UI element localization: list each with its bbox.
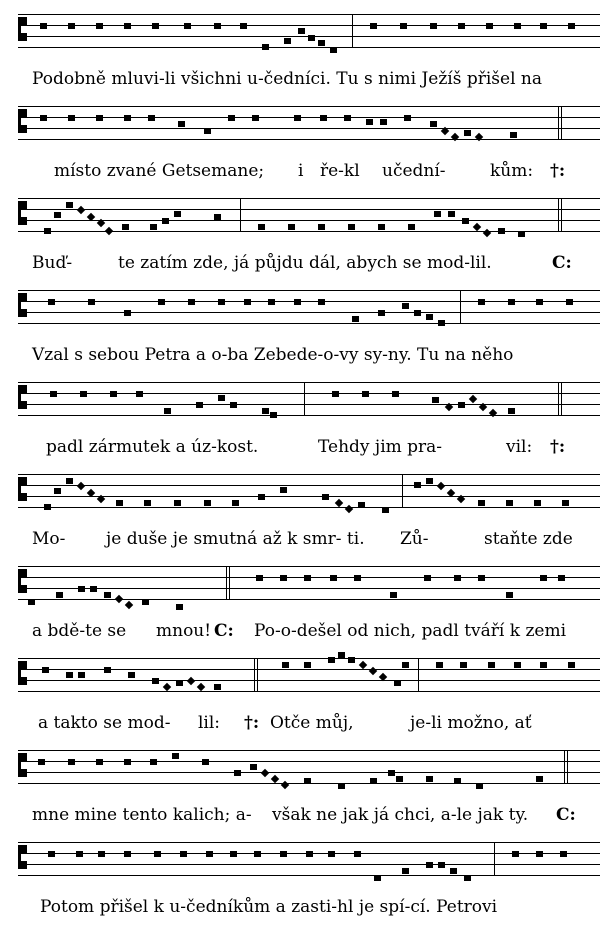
double-bar-line bbox=[558, 198, 562, 232]
punctum-neume bbox=[158, 299, 165, 305]
lyric-text: kům: bbox=[490, 161, 534, 181]
punctum-neume bbox=[568, 662, 575, 668]
punctum-neume bbox=[164, 408, 171, 414]
punctum-neume bbox=[40, 23, 47, 29]
punctum-neume bbox=[454, 778, 461, 784]
punctum-neume bbox=[104, 667, 111, 673]
diamond-neume bbox=[77, 206, 85, 214]
lyric-text: Tehdy jim pra- bbox=[318, 437, 443, 457]
punctum-neume bbox=[88, 299, 95, 305]
diamond-neume bbox=[115, 595, 123, 603]
punctum-neume bbox=[536, 776, 543, 782]
punctum-neume bbox=[162, 218, 169, 224]
staff bbox=[18, 14, 600, 48]
punctum-neume bbox=[176, 680, 183, 686]
staff bbox=[18, 290, 600, 324]
response-mark: †: bbox=[550, 437, 566, 457]
bar-line bbox=[352, 14, 353, 48]
punctum-neume bbox=[202, 759, 209, 765]
punctum-neume bbox=[400, 23, 407, 29]
punctum-neume bbox=[96, 23, 103, 29]
lyric-text: a takto se mod- bbox=[38, 713, 171, 733]
punctum-neume bbox=[66, 202, 73, 208]
punctum-neume bbox=[374, 875, 381, 881]
c-clef-icon bbox=[18, 477, 24, 501]
punctum-neume bbox=[464, 875, 471, 881]
punctum-neume bbox=[174, 211, 181, 217]
punctum-neume bbox=[154, 851, 161, 857]
punctum-neume bbox=[28, 599, 35, 605]
punctum-neume bbox=[370, 778, 377, 784]
punctum-neume bbox=[40, 115, 47, 121]
punctum-neume bbox=[240, 23, 247, 29]
punctum-neume bbox=[352, 316, 359, 322]
punctum-neume bbox=[426, 776, 433, 782]
punctum-neume bbox=[464, 130, 471, 136]
punctum-neume bbox=[204, 500, 211, 506]
punctum-neume bbox=[294, 299, 301, 305]
punctum-neume bbox=[518, 231, 525, 237]
punctum-neume bbox=[458, 23, 465, 29]
punctum-neume bbox=[38, 759, 45, 765]
response-mark: †: bbox=[244, 713, 260, 733]
punctum-neume bbox=[280, 487, 287, 493]
punctum-neume bbox=[76, 851, 83, 857]
punctum-neume bbox=[338, 652, 345, 658]
punctum-neume bbox=[262, 408, 269, 414]
punctum-neume bbox=[506, 592, 513, 598]
lyric-text: je duše je smutná až k smr- ti. bbox=[106, 529, 365, 549]
punctum-neume bbox=[362, 391, 369, 397]
c-clef-icon bbox=[18, 385, 24, 409]
punctum-neume bbox=[56, 592, 63, 598]
lyric-text: učední- bbox=[382, 161, 446, 181]
punctum-neume bbox=[462, 218, 469, 224]
punctum-neume bbox=[404, 115, 411, 121]
punctum-neume bbox=[382, 507, 389, 513]
punctum-neume bbox=[332, 391, 339, 397]
punctum-neume bbox=[380, 119, 387, 125]
punctum-neume bbox=[122, 224, 129, 230]
punctum-neume bbox=[262, 44, 269, 50]
punctum-neume bbox=[434, 211, 441, 217]
punctum-neume bbox=[128, 672, 135, 678]
punctum-neume bbox=[258, 494, 265, 500]
lyric-text: a bdě-te se bbox=[32, 621, 127, 641]
staff bbox=[18, 750, 600, 784]
lyric-text: te zatím zde, já půjdu dál, abych se mod-lil. bbox=[118, 253, 492, 273]
response-mark: C: bbox=[214, 621, 234, 641]
punctum-neume bbox=[178, 121, 185, 127]
punctum-neume bbox=[228, 115, 235, 121]
punctum-neume bbox=[268, 299, 275, 305]
punctum-neume bbox=[234, 770, 241, 776]
c-clef-icon bbox=[18, 753, 24, 777]
punctum-neume bbox=[508, 299, 515, 305]
diamond-neume bbox=[163, 683, 171, 691]
punctum-neume bbox=[348, 224, 355, 230]
diamond-neume bbox=[105, 227, 113, 235]
punctum-neume bbox=[54, 212, 61, 218]
punctum-neume bbox=[176, 604, 183, 610]
punctum-neume bbox=[540, 23, 547, 29]
staff bbox=[18, 382, 600, 416]
punctum-neume bbox=[424, 575, 431, 581]
punctum-neume bbox=[48, 851, 55, 857]
diamond-neume bbox=[335, 499, 343, 507]
diamond-neume bbox=[77, 482, 85, 490]
punctum-neume bbox=[304, 575, 311, 581]
punctum-neume bbox=[78, 586, 85, 592]
punctum-neume bbox=[180, 851, 187, 857]
punctum-neume bbox=[150, 224, 157, 230]
punctum-neume bbox=[144, 500, 151, 506]
punctum-neume bbox=[432, 397, 439, 403]
bar-line bbox=[304, 382, 305, 416]
punctum-neume bbox=[230, 402, 237, 408]
punctum-neume bbox=[270, 412, 277, 418]
bar-line bbox=[460, 290, 461, 324]
lyric-line: Podobně mluvi-li všichni u-čedníci. Tu s nimi Ježíš přišel na bbox=[32, 69, 543, 89]
lyric-text: Po-o-dešel od nich, padl tváří k zemi bbox=[254, 621, 567, 641]
punctum-neume bbox=[514, 23, 521, 29]
punctum-neume bbox=[354, 851, 361, 857]
punctum-neume bbox=[396, 776, 403, 782]
punctum-neume bbox=[510, 132, 517, 138]
punctum-neume bbox=[304, 662, 311, 668]
lyric-text: lil: bbox=[198, 713, 221, 733]
punctum-neume bbox=[196, 402, 203, 408]
diamond-neume bbox=[473, 223, 481, 231]
punctum-neume bbox=[402, 662, 409, 668]
diamond-neume bbox=[187, 677, 195, 685]
response-mark: †: bbox=[550, 161, 566, 181]
punctum-neume bbox=[536, 299, 543, 305]
punctum-neume bbox=[328, 657, 335, 663]
punctum-neume bbox=[280, 575, 287, 581]
punctum-neume bbox=[214, 23, 221, 29]
punctum-neume bbox=[348, 657, 355, 663]
punctum-neume bbox=[254, 851, 261, 857]
punctum-neume bbox=[322, 494, 329, 500]
c-clef-icon bbox=[18, 293, 24, 317]
punctum-neume bbox=[318, 224, 325, 230]
punctum-neume bbox=[136, 391, 143, 397]
staff bbox=[18, 658, 600, 692]
punctum-neume bbox=[430, 121, 437, 127]
punctum-neume bbox=[116, 500, 123, 506]
punctum-neume bbox=[562, 500, 569, 506]
punctum-neume bbox=[478, 575, 485, 581]
bar-line bbox=[494, 842, 495, 876]
punctum-neume bbox=[214, 214, 221, 220]
lyric-text: Mo- bbox=[32, 529, 66, 549]
punctum-neume bbox=[486, 23, 493, 29]
punctum-neume bbox=[306, 851, 313, 857]
lyric-text: Otče můj, bbox=[270, 713, 354, 733]
punctum-neume bbox=[66, 672, 73, 678]
staff bbox=[18, 842, 600, 876]
staff bbox=[18, 566, 600, 600]
punctum-neume bbox=[42, 667, 49, 673]
lyric-text: Zů- bbox=[400, 529, 429, 549]
punctum-neume bbox=[488, 662, 495, 668]
punctum-neume bbox=[148, 115, 155, 121]
punctum-neume bbox=[378, 310, 385, 316]
punctum-neume bbox=[124, 759, 131, 765]
punctum-neume bbox=[258, 224, 265, 230]
lyric-text: mne mine tento kalich; a- bbox=[32, 805, 252, 825]
punctum-neume bbox=[426, 314, 433, 320]
punctum-neume bbox=[230, 851, 237, 857]
punctum-neume bbox=[536, 851, 543, 857]
punctum-neume bbox=[566, 299, 573, 305]
punctum-neume bbox=[358, 502, 365, 508]
punctum-neume bbox=[152, 23, 159, 29]
punctum-neume bbox=[48, 299, 55, 305]
punctum-neume bbox=[78, 672, 85, 678]
response-mark: C: bbox=[556, 805, 576, 825]
punctum-neume bbox=[414, 482, 421, 488]
punctum-neume bbox=[508, 408, 515, 414]
punctum-neume bbox=[430, 23, 437, 29]
punctum-neume bbox=[284, 38, 291, 44]
punctum-neume bbox=[124, 851, 131, 857]
punctum-neume bbox=[568, 23, 575, 29]
punctum-neume bbox=[256, 575, 263, 581]
lyric-text: padl zármutek a úz-kost. bbox=[46, 437, 259, 457]
punctum-neume bbox=[392, 391, 399, 397]
punctum-neume bbox=[90, 586, 97, 592]
lyric-text: i bbox=[298, 161, 304, 181]
lyric-text: Buď- bbox=[32, 253, 73, 273]
punctum-neume bbox=[438, 862, 445, 868]
punctum-neume bbox=[402, 303, 409, 309]
punctum-neume bbox=[252, 115, 259, 121]
punctum-neume bbox=[288, 224, 295, 230]
punctum-neume bbox=[366, 119, 373, 125]
diamond-neume bbox=[197, 683, 205, 691]
diamond-neume bbox=[261, 769, 269, 777]
punctum-neume bbox=[330, 575, 337, 581]
punctum-neume bbox=[218, 299, 225, 305]
punctum-neume bbox=[184, 23, 191, 29]
punctum-neume bbox=[110, 391, 117, 397]
punctum-neume bbox=[54, 488, 61, 494]
punctum-neume bbox=[188, 299, 195, 305]
punctum-neume bbox=[506, 500, 513, 506]
punctum-neume bbox=[320, 115, 327, 121]
punctum-neume bbox=[294, 115, 301, 121]
punctum-neume bbox=[66, 478, 73, 484]
punctum-neume bbox=[328, 851, 335, 857]
punctum-neume bbox=[214, 684, 221, 690]
punctum-neume bbox=[152, 678, 159, 684]
punctum-neume bbox=[96, 759, 103, 765]
punctum-neume bbox=[394, 680, 401, 686]
punctum-neume bbox=[478, 500, 485, 506]
punctum-neume bbox=[304, 778, 311, 784]
punctum-neume bbox=[454, 575, 461, 581]
punctum-neume bbox=[498, 228, 505, 234]
punctum-neume bbox=[282, 662, 289, 668]
punctum-neume bbox=[124, 115, 131, 121]
punctum-neume bbox=[150, 759, 157, 765]
response-mark: C: bbox=[552, 253, 572, 273]
bar-line bbox=[240, 198, 241, 232]
punctum-neume bbox=[298, 28, 305, 34]
double-bar-line bbox=[564, 750, 568, 784]
punctum-neume bbox=[280, 851, 287, 857]
punctum-neume bbox=[206, 851, 213, 857]
punctum-neume bbox=[560, 851, 567, 857]
diamond-neume bbox=[469, 395, 477, 403]
bar-line bbox=[418, 658, 419, 692]
punctum-neume bbox=[450, 868, 457, 874]
punctum-neume bbox=[388, 770, 395, 776]
punctum-neume bbox=[512, 851, 519, 857]
punctum-neume bbox=[448, 211, 455, 217]
punctum-neume bbox=[378, 224, 385, 230]
double-bar-line bbox=[558, 106, 562, 140]
punctum-neume bbox=[408, 224, 415, 230]
diamond-neume bbox=[125, 601, 133, 609]
punctum-neume bbox=[308, 35, 315, 41]
punctum-neume bbox=[318, 299, 325, 305]
punctum-neume bbox=[98, 851, 105, 857]
punctum-neume bbox=[68, 115, 75, 121]
punctum-neume bbox=[438, 320, 445, 326]
punctum-neume bbox=[44, 504, 51, 510]
punctum-neume bbox=[68, 759, 75, 765]
punctum-neume bbox=[514, 662, 521, 668]
bar-line bbox=[402, 474, 403, 508]
double-bar-line bbox=[254, 658, 258, 692]
lyric-text: vil: bbox=[506, 437, 533, 457]
diamond-neume bbox=[437, 482, 445, 490]
punctum-neume bbox=[402, 868, 409, 874]
double-bar-line bbox=[226, 566, 230, 600]
punctum-neume bbox=[250, 764, 257, 770]
punctum-neume bbox=[354, 575, 361, 581]
punctum-neume bbox=[142, 599, 149, 605]
punctum-neume bbox=[124, 23, 131, 29]
punctum-neume bbox=[338, 783, 345, 789]
punctum-neume bbox=[460, 662, 467, 668]
diamond-neume bbox=[271, 775, 279, 783]
punctum-neume bbox=[244, 299, 251, 305]
lyric-text: ře-kl bbox=[320, 161, 360, 181]
punctum-neume bbox=[218, 395, 225, 401]
punctum-neume bbox=[80, 391, 87, 397]
lyric-text: staňte zde bbox=[484, 529, 573, 549]
lyric-text: mnou! bbox=[156, 621, 212, 641]
punctum-neume bbox=[426, 862, 433, 868]
c-clef-icon bbox=[18, 569, 24, 593]
lyric-line: Potom přišel k u-čedníkům a zasti-hl je spí-cí. Petrovi bbox=[40, 897, 498, 917]
punctum-neume bbox=[426, 478, 433, 484]
c-clef-icon bbox=[18, 109, 24, 133]
punctum-neume bbox=[204, 128, 211, 134]
lyric-line: Vzal s sebou Petra a o-ba Zebede-o-vy sy-ny. Tu na něho bbox=[32, 345, 514, 365]
punctum-neume bbox=[458, 402, 465, 408]
punctum-neume bbox=[172, 753, 179, 759]
punctum-neume bbox=[174, 500, 181, 506]
punctum-neume bbox=[370, 23, 377, 29]
punctum-neume bbox=[50, 391, 57, 397]
punctum-neume bbox=[318, 40, 325, 46]
punctum-neume bbox=[540, 575, 547, 581]
punctum-neume bbox=[232, 500, 239, 506]
punctum-neume bbox=[124, 310, 131, 316]
staff bbox=[18, 474, 600, 508]
punctum-neume bbox=[414, 310, 421, 316]
lyric-text: však ne jak já chci, a-le jak ty. bbox=[272, 805, 529, 825]
punctum-neume bbox=[330, 47, 337, 53]
punctum-neume bbox=[96, 115, 103, 121]
staff bbox=[18, 106, 600, 140]
punctum-neume bbox=[540, 662, 547, 668]
double-bar-line bbox=[558, 382, 562, 416]
punctum-neume bbox=[558, 575, 565, 581]
c-clef-icon bbox=[18, 17, 24, 41]
punctum-neume bbox=[390, 592, 397, 598]
punctum-neume bbox=[44, 228, 51, 234]
punctum-neume bbox=[68, 23, 75, 29]
lyric-text: místo zvané Getsemane; bbox=[54, 161, 265, 181]
lyric-text: je-li možno, ať bbox=[410, 713, 532, 733]
punctum-neume bbox=[476, 783, 483, 789]
punctum-neume bbox=[478, 299, 485, 305]
c-clef-icon bbox=[18, 845, 24, 869]
c-clef-icon bbox=[18, 661, 24, 685]
diamond-neume bbox=[359, 661, 367, 669]
staff bbox=[18, 198, 600, 232]
c-clef-icon bbox=[18, 201, 24, 225]
punctum-neume bbox=[344, 115, 351, 121]
punctum-neume bbox=[104, 592, 111, 598]
punctum-neume bbox=[534, 500, 541, 506]
punctum-neume bbox=[436, 662, 443, 668]
